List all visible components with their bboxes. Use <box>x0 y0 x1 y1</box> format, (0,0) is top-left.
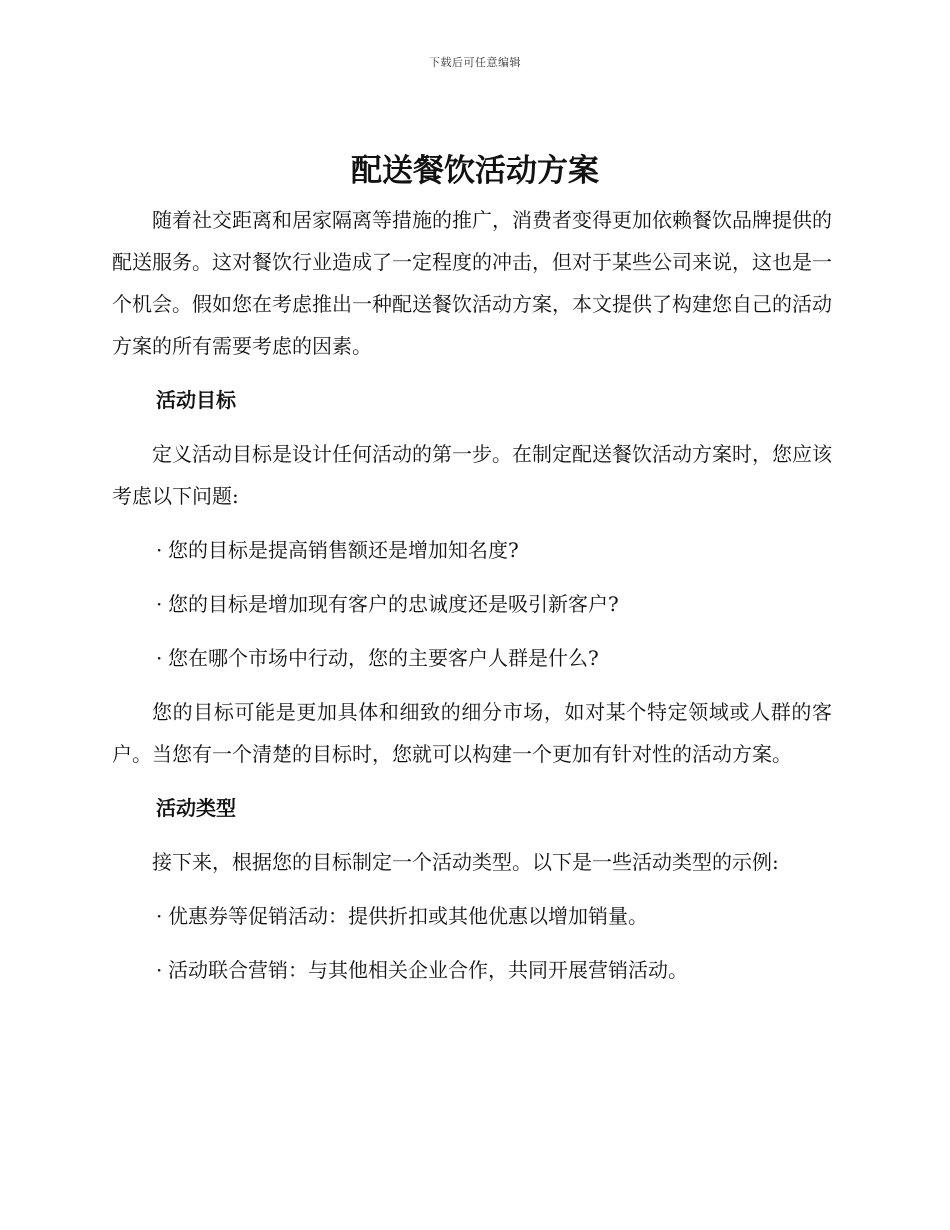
list-item <box>156 637 832 679</box>
list-item-text: 您的目标是提高销售额还是增加知名度? <box>168 538 519 562</box>
list-item <box>156 895 832 937</box>
section-heading-types: 活动类型 <box>156 796 236 820</box>
goals-lead-paragraph: 定义活动目标是设计任何活动的第一步。在制定配送餐饮活动方案时，您应该考虑以下问题: <box>112 442 832 508</box>
list-item-text: 您的目标是增加现有客户的忠诚度还是吸引新客户? <box>168 592 619 616</box>
bullet-icon: · <box>156 592 163 616</box>
list-item <box>156 583 832 625</box>
list-item <box>156 949 832 991</box>
list-item-text: 您在哪个市场中行动，您的主要客户人群是什么? <box>168 646 599 670</box>
bullet-icon: · <box>156 904 163 928</box>
types-lead-paragraph: 接下来，根据您的目标制定一个活动类型。以下是一些活动类型的示例: <box>152 850 779 874</box>
document-title: 配送餐饮活动方案 <box>351 153 599 189</box>
section-heading-goals: 活动目标 <box>156 388 236 412</box>
list-item-text: 优惠券等促销活动：提供折扣或其他优惠以增加销量。 <box>168 904 648 928</box>
bullet-icon: · <box>156 958 163 982</box>
goals-closing-paragraph: 您的目标可能是更加具体和细致的细分市场，如对某个特定领域或人群的客户。当您有一个清楚的目标时，您就可以构建一个更加有针对性的活动方案。 <box>112 700 832 766</box>
intro-paragraph: 随着社交距离和居家隔离等措施的推广，消费者变得更加依赖餐饮品牌提供的配送服务。这对餐饮行业造成了一定程度的冲击，但对于某些公司来说，这也是一个机会。假如您在考虑推出一种配送餐饮活动方案，本文提供了构建您自己的活动方案的所有需要考虑的因素。 <box>112 208 832 358</box>
document-body <box>112 199 832 1003</box>
list-item <box>156 529 832 571</box>
bullet-icon: · <box>156 538 163 562</box>
header-note: 下载后可任意编辑 <box>429 56 521 69</box>
bullet-icon: · <box>156 646 163 670</box>
list-item-text: 活动联合营销：与其他相关企业合作，共同开展营销活动。 <box>168 958 688 982</box>
